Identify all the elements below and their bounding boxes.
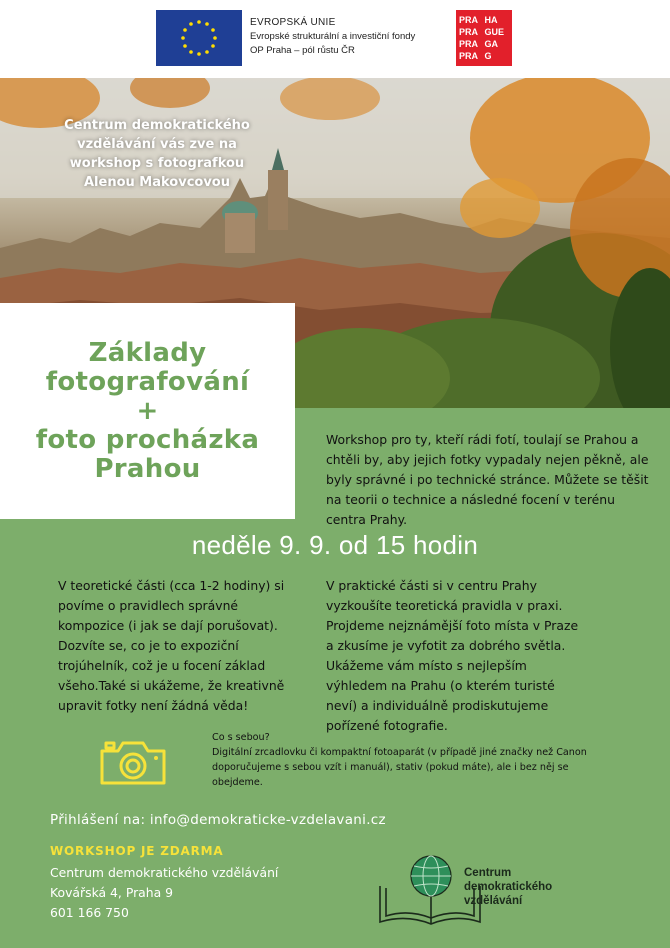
- contact-phone: 601 166 750: [50, 905, 129, 920]
- intro-line: Alenou Makovcovou: [83, 175, 230, 190]
- intro-line: vzdělávání vás zve na: [77, 137, 237, 152]
- camera-icon: [98, 737, 168, 787]
- intro-line: workshop s fotografkou: [69, 156, 245, 171]
- eu-text: [250, 16, 415, 58]
- contact-info: [50, 863, 278, 923]
- title-line: Prahou: [94, 453, 201, 484]
- title-line: Základy: [88, 337, 207, 368]
- theory-text: V teoretické části (cca 1-2 hodiny) si povíme o pravidlech správné kompozice (i jak se dají porušovat). Dozvíte se, co je to expoziční trojúhelník, což je u focení základ všeho.Také si ukážeme, že kreativně upravit fotky není žádná věda!: [58, 578, 285, 713]
- bring-heading: Co s sebou?: [212, 732, 270, 743]
- title-line: fotografování: [45, 366, 250, 397]
- eu-funds: Evropské strukturální a investiční fondy: [250, 31, 416, 42]
- title-box: [0, 303, 295, 519]
- signup-email: Přihlášení na: info@demokraticke-vzdelavani.cz: [50, 812, 386, 828]
- prague-logo-text: G: [484, 51, 492, 61]
- title-line: +: [136, 395, 159, 426]
- intro-line: Centrum demokratického: [64, 118, 250, 133]
- prague-logo-text: PRA: [459, 15, 479, 25]
- contact-address: Kovářská 4, Praha 9: [50, 885, 174, 900]
- prague-logo: [456, 10, 512, 66]
- prague-logo-text: PRA: [459, 39, 479, 49]
- bring-section: [212, 730, 612, 790]
- free-notice: WORKSHOP JE ZDARMA: [50, 844, 224, 858]
- header-logos: [0, 0, 670, 78]
- prague-logo-text: HA: [484, 15, 498, 25]
- practice-text: V praktické části si v centru Prahy vyzkoušíte teoretická pravidla v praxi. Projdeme nejznámější foto místa v Praze a zkusíme je vyfotit za dobrého světla. Ukážeme vám místo s nejlepším výhledem na Prahu (o kterém turisté neví) a individuálně prodiskutujeme pořízené fotografie.: [326, 578, 579, 733]
- bring-text: Digitální zrcadlovku či kompaktní fotoaparát (v případě jiné značky než Canon doporučujeme s sebou vzít i manuál), stativ (pokud máte), ale i bez něj se obejdeme.: [212, 747, 587, 788]
- org-logo-name: [464, 866, 552, 908]
- prague-logo-text: GA: [484, 39, 498, 49]
- org-logo-line: vzdělávání: [464, 895, 523, 907]
- event-date: neděle 9. 9. od 15 hodin: [191, 530, 479, 560]
- eu-title: EVROPSKÁ UNIE: [250, 17, 336, 28]
- intro-text: [12, 116, 302, 192]
- org-logo-line: Centrum: [464, 867, 512, 879]
- eu-flag-icon: [156, 10, 242, 66]
- org-logo: [376, 846, 596, 932]
- contact-org: Centrum demokratického vzdělávání: [50, 865, 279, 880]
- org-logo-line: demokratického: [464, 881, 553, 893]
- prague-logo-text: PRA: [459, 51, 479, 61]
- eu-op: OP Praha – pól růstu ČR: [250, 45, 355, 56]
- prague-logo-text: PRA: [459, 27, 479, 37]
- workshop-description: Workshop pro ty, kteří rádi fotí, toulají se Prahou a chtěli by, aby jejich fotky vypadaly nejen pěkně, ale byly správné i po technické stránce. Můžete se těšit na teorii o technice a následné focení v terénu centra Prahy.: [326, 432, 649, 527]
- prague-logo-text: GUE: [484, 27, 505, 37]
- title-line: foto procházka: [35, 424, 260, 455]
